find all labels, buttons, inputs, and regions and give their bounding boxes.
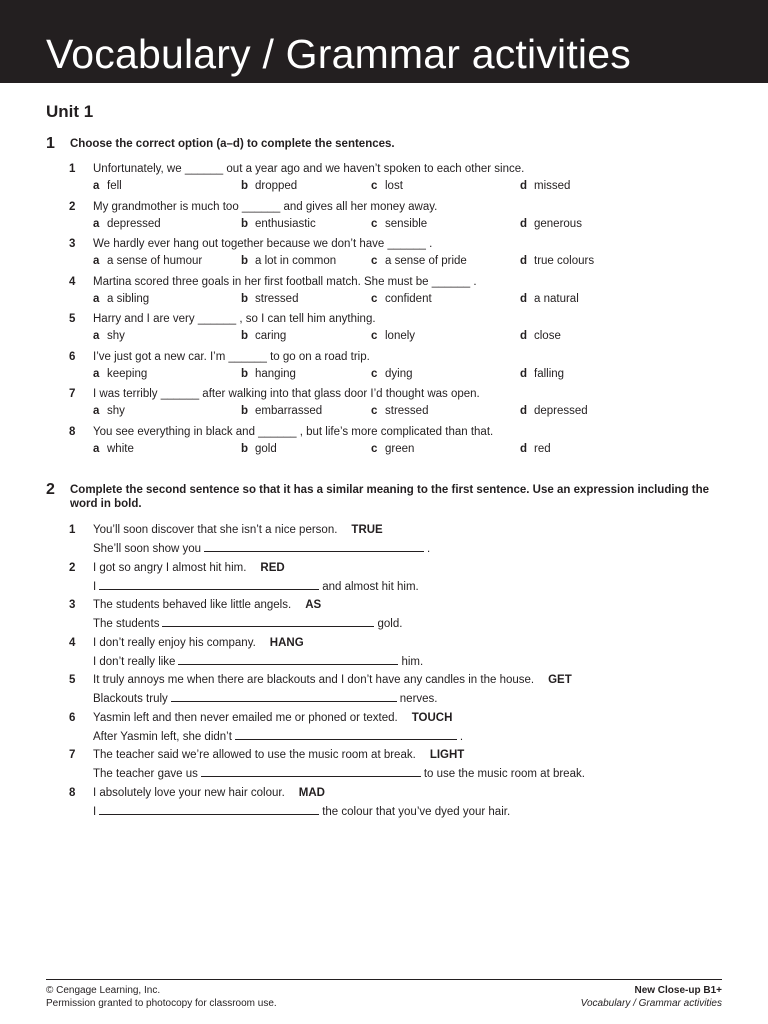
option-c[interactable] bbox=[371, 367, 413, 382]
option-d[interactable] bbox=[520, 404, 588, 419]
option-d[interactable] bbox=[520, 217, 582, 232]
option-b[interactable] bbox=[241, 254, 336, 269]
question-item bbox=[0, 312, 768, 350]
keyword: AS bbox=[305, 599, 322, 611]
rewrite-end: to use the music room at break. bbox=[423, 768, 585, 780]
option-letter: a bbox=[93, 442, 100, 455]
option-letter: a bbox=[93, 180, 100, 192]
option-letter: d bbox=[520, 217, 528, 230]
option-c[interactable] bbox=[371, 442, 414, 457]
option-letter: c bbox=[371, 180, 378, 192]
header-banner bbox=[0, 0, 768, 83]
option-text: true colours bbox=[534, 255, 595, 267]
original-sentence: Yasmin left and then never emailed me or phoned or texted. bbox=[93, 711, 398, 724]
option-a[interactable] bbox=[93, 217, 161, 232]
rewrite-line bbox=[93, 728, 463, 745]
option-text: embarrassed bbox=[255, 405, 323, 417]
question-item bbox=[0, 275, 768, 313]
option-letter: d bbox=[520, 367, 528, 380]
option-letter: c bbox=[371, 442, 378, 455]
option-letter: c bbox=[371, 330, 378, 342]
option-text: confident bbox=[385, 292, 432, 305]
option-b[interactable] bbox=[241, 179, 297, 194]
question-item bbox=[0, 237, 768, 275]
question-number: 4 bbox=[69, 275, 76, 288]
item-number: 2 bbox=[69, 561, 76, 574]
page-title: Vocabulary / Grammar activities bbox=[46, 31, 631, 77]
option-a[interactable] bbox=[93, 329, 125, 344]
rewrite-end: the colour that you’ve dyed your hair. bbox=[322, 805, 511, 818]
rewrite-end: and almost hit him. bbox=[322, 580, 419, 593]
answer-blank[interactable] bbox=[178, 653, 398, 665]
rewrite-start: Blackouts truly bbox=[93, 693, 168, 705]
option-text: green bbox=[385, 442, 415, 455]
option-letter: d bbox=[520, 255, 528, 267]
question-text: Unfortunately, we ______ out a year ago and we haven’t spoken to each other since. bbox=[93, 163, 525, 175]
rewrite-start: I don’t really like bbox=[93, 655, 176, 668]
option-c[interactable] bbox=[371, 404, 428, 419]
option-text: a sibling bbox=[107, 292, 150, 305]
original-sentence-line bbox=[93, 786, 325, 801]
option-text: a natural bbox=[534, 292, 579, 305]
option-text: missed bbox=[534, 180, 571, 192]
option-c[interactable] bbox=[371, 254, 467, 269]
option-a[interactable] bbox=[93, 367, 147, 382]
option-d[interactable] bbox=[520, 179, 570, 194]
footer-copyright: © Cengage Learning, Inc. bbox=[46, 985, 161, 996]
answer-blank[interactable] bbox=[235, 728, 457, 740]
rewrite-end: gold. bbox=[377, 618, 403, 630]
option-letter: b bbox=[241, 180, 249, 192]
option-a[interactable] bbox=[93, 254, 202, 269]
item-number: 8 bbox=[69, 786, 76, 799]
question-item bbox=[0, 350, 768, 388]
rewrite-end: . bbox=[459, 730, 464, 743]
question-text: You see everything in black and ______ , but life’s more complicated than that. bbox=[93, 425, 494, 438]
rewrite-start: After Yasmin left, she didn’t bbox=[93, 730, 232, 743]
option-letter: b bbox=[241, 405, 249, 417]
option-text: stressed bbox=[385, 405, 429, 417]
rewrite-start: The students bbox=[93, 618, 160, 630]
option-text: lost bbox=[385, 180, 403, 192]
rewrite-line bbox=[93, 690, 438, 707]
option-text: enthusiastic bbox=[255, 217, 316, 230]
unit-title: Unit 1 bbox=[46, 102, 94, 121]
item-number: 6 bbox=[69, 711, 76, 724]
option-letter: d bbox=[520, 292, 528, 305]
rewrite-start: She’ll soon show you bbox=[93, 543, 202, 555]
option-letter: d bbox=[520, 405, 528, 417]
option-text: depressed bbox=[107, 217, 161, 230]
option-text: caring bbox=[255, 330, 287, 342]
exercise-2-number: 2 bbox=[46, 481, 55, 498]
option-text: hanging bbox=[255, 367, 296, 380]
item-number: 7 bbox=[69, 749, 76, 761]
option-text: a sense of humour bbox=[107, 255, 203, 267]
option-b[interactable] bbox=[241, 217, 316, 232]
option-text: dropped bbox=[255, 180, 298, 192]
item-number: 3 bbox=[69, 599, 76, 611]
option-d[interactable] bbox=[520, 442, 551, 457]
option-letter: d bbox=[520, 442, 528, 455]
option-letter: b bbox=[241, 367, 249, 380]
option-letter: b bbox=[241, 217, 249, 230]
footer-divider bbox=[46, 979, 722, 980]
exercise-1-number: 1 bbox=[46, 135, 55, 152]
question-number: 7 bbox=[69, 388, 76, 400]
keyword: GET bbox=[548, 674, 572, 686]
answer-blank[interactable] bbox=[99, 803, 319, 815]
original-sentence: The teacher said we’re allowed to use the music room at break. bbox=[93, 749, 416, 761]
option-text: dying bbox=[385, 367, 413, 380]
original-sentence-line bbox=[93, 523, 383, 538]
option-text: shy bbox=[107, 405, 125, 417]
transformation-item bbox=[0, 561, 768, 599]
keyword: LIGHT bbox=[429, 749, 465, 761]
option-letter: b bbox=[241, 442, 249, 455]
question-text: Harry and I are very ______ , so I can tell him anything. bbox=[93, 313, 376, 325]
question-item bbox=[0, 162, 768, 200]
original-sentence: It truly annoys me when there are blackouts and I don’t have any candles in the house. bbox=[93, 674, 535, 686]
option-letter: a bbox=[93, 217, 100, 230]
question-number: 5 bbox=[69, 313, 76, 325]
question-text: My grandmother is much too ______ and gives all her money away. bbox=[93, 200, 438, 213]
rewrite-line bbox=[93, 765, 585, 782]
question-number: 2 bbox=[69, 200, 76, 213]
transformation-item bbox=[0, 636, 768, 674]
option-letter: c bbox=[371, 292, 378, 305]
option-letter: c bbox=[371, 405, 378, 417]
option-text: depressed bbox=[534, 405, 588, 417]
option-a[interactable] bbox=[93, 404, 125, 419]
answer-blank[interactable] bbox=[99, 578, 319, 590]
option-text: red bbox=[534, 442, 551, 455]
question-text: I was terribly ______ after walking into that glass door I’d thought was open. bbox=[93, 388, 480, 400]
original-sentence-line bbox=[93, 561, 285, 576]
question-number: 3 bbox=[69, 238, 76, 250]
option-c[interactable] bbox=[371, 329, 415, 344]
rewrite-end: nerves. bbox=[399, 693, 438, 705]
transformation-item bbox=[0, 748, 768, 786]
option-letter: a bbox=[93, 367, 100, 380]
answer-blank[interactable] bbox=[204, 540, 424, 552]
option-text: white bbox=[107, 442, 134, 455]
transformation-item bbox=[0, 711, 768, 749]
option-letter: a bbox=[93, 255, 100, 267]
transformation-item bbox=[0, 673, 768, 711]
keyword: TOUCH bbox=[411, 711, 453, 724]
original-sentence-line bbox=[93, 598, 321, 613]
option-text: close bbox=[534, 330, 561, 342]
original-sentence-line bbox=[93, 673, 572, 688]
exercise-2-instruction: Complete the second sentence so that it has a similar meaning to the first sentence. Use an expression including the word in bold. bbox=[70, 484, 710, 510]
option-a[interactable] bbox=[93, 179, 122, 194]
option-c[interactable] bbox=[371, 292, 432, 307]
option-letter: a bbox=[93, 330, 100, 342]
option-text: generous bbox=[534, 217, 582, 230]
rewrite-end: . bbox=[427, 543, 431, 555]
rewrite-line bbox=[93, 653, 423, 670]
rewrite-line bbox=[93, 803, 510, 820]
footer-section-title: Vocabulary / Grammar activities bbox=[580, 998, 722, 1009]
option-b[interactable] bbox=[241, 404, 322, 419]
original-sentence: I got so angry I almost hit him. bbox=[93, 561, 247, 574]
option-text: stressed bbox=[255, 292, 299, 305]
answer-blank[interactable] bbox=[162, 615, 374, 627]
item-number: 4 bbox=[69, 636, 76, 649]
option-b[interactable] bbox=[241, 367, 296, 382]
exercise-1-instruction: Choose the correct option (a–d) to complete the sentences. bbox=[70, 138, 395, 150]
answer-blank[interactable] bbox=[171, 690, 397, 702]
item-number: 1 bbox=[69, 524, 76, 536]
option-a[interactable] bbox=[93, 292, 149, 307]
option-text: a sense of pride bbox=[385, 255, 467, 267]
option-letter: c bbox=[371, 367, 378, 380]
original-sentence-line bbox=[93, 636, 304, 651]
answer-blank[interactable] bbox=[201, 765, 421, 777]
option-b[interactable] bbox=[241, 442, 277, 457]
question-number: 1 bbox=[69, 163, 76, 175]
original-sentence-line bbox=[93, 711, 452, 726]
rewrite-start: I bbox=[93, 805, 97, 818]
option-c[interactable] bbox=[371, 217, 427, 232]
option-letter: b bbox=[241, 255, 249, 267]
option-text: fell bbox=[107, 180, 122, 192]
keyword: HANG bbox=[269, 636, 304, 649]
option-text: shy bbox=[107, 330, 125, 342]
original-sentence: I absolutely love your new hair colour. bbox=[93, 786, 285, 799]
option-d[interactable] bbox=[520, 292, 579, 307]
rewrite-line bbox=[93, 540, 430, 557]
option-letter: a bbox=[93, 405, 100, 417]
rewrite-end: him. bbox=[401, 655, 424, 668]
option-d[interactable] bbox=[520, 254, 594, 269]
keyword: TRUE bbox=[351, 524, 383, 536]
question-number: 6 bbox=[69, 350, 76, 363]
option-text: falling bbox=[534, 367, 565, 380]
keyword: RED bbox=[260, 561, 285, 574]
item-number: 5 bbox=[69, 674, 76, 686]
question-item bbox=[0, 425, 768, 463]
option-letter: c bbox=[371, 255, 378, 267]
option-text: lonely bbox=[385, 330, 416, 342]
original-sentence: You’ll soon discover that she isn’t a nice person. bbox=[93, 524, 338, 536]
question-number: 8 bbox=[69, 425, 76, 438]
option-b[interactable] bbox=[241, 292, 298, 307]
option-b[interactable] bbox=[241, 329, 286, 344]
option-letter: d bbox=[520, 180, 528, 192]
option-letter: b bbox=[241, 330, 249, 342]
original-sentence: The students behaved like little angels. bbox=[93, 599, 292, 611]
footer-book-title: New Close-up B1+ bbox=[634, 985, 722, 996]
option-letter: b bbox=[241, 292, 249, 305]
transformation-item bbox=[0, 523, 768, 561]
rewrite-start: The teacher gave us bbox=[93, 768, 198, 780]
option-text: sensible bbox=[385, 217, 428, 230]
option-d[interactable] bbox=[520, 367, 564, 382]
option-letter: c bbox=[371, 217, 378, 230]
option-d[interactable] bbox=[520, 329, 561, 344]
option-text: a lot in common bbox=[255, 255, 337, 267]
question-text: We hardly ever hang out together because we don’t have ______ . bbox=[93, 238, 433, 250]
original-sentence: I don’t really enjoy his company. bbox=[93, 636, 256, 649]
option-text: gold bbox=[255, 442, 277, 455]
option-letter: a bbox=[93, 292, 100, 305]
option-c[interactable] bbox=[371, 179, 403, 194]
rewrite-line bbox=[93, 615, 402, 632]
question-item bbox=[0, 200, 768, 238]
question-text: Martina scored three goals in her first football match. She must be ______ . bbox=[93, 275, 477, 288]
keyword: MAD bbox=[298, 786, 325, 799]
transformation-item bbox=[0, 786, 768, 824]
question-item bbox=[0, 387, 768, 425]
option-a[interactable] bbox=[93, 442, 134, 457]
original-sentence-line bbox=[93, 748, 464, 763]
transformation-item bbox=[0, 598, 768, 636]
footer-permission: Permission granted to photocopy for classroom use. bbox=[46, 998, 277, 1009]
option-text: keeping bbox=[107, 367, 148, 380]
option-letter: d bbox=[520, 330, 528, 342]
question-text: I’ve just got a new car. I’m ______ to go on a road trip. bbox=[93, 350, 370, 363]
rewrite-line bbox=[93, 578, 419, 595]
rewrite-start: I bbox=[93, 580, 97, 593]
